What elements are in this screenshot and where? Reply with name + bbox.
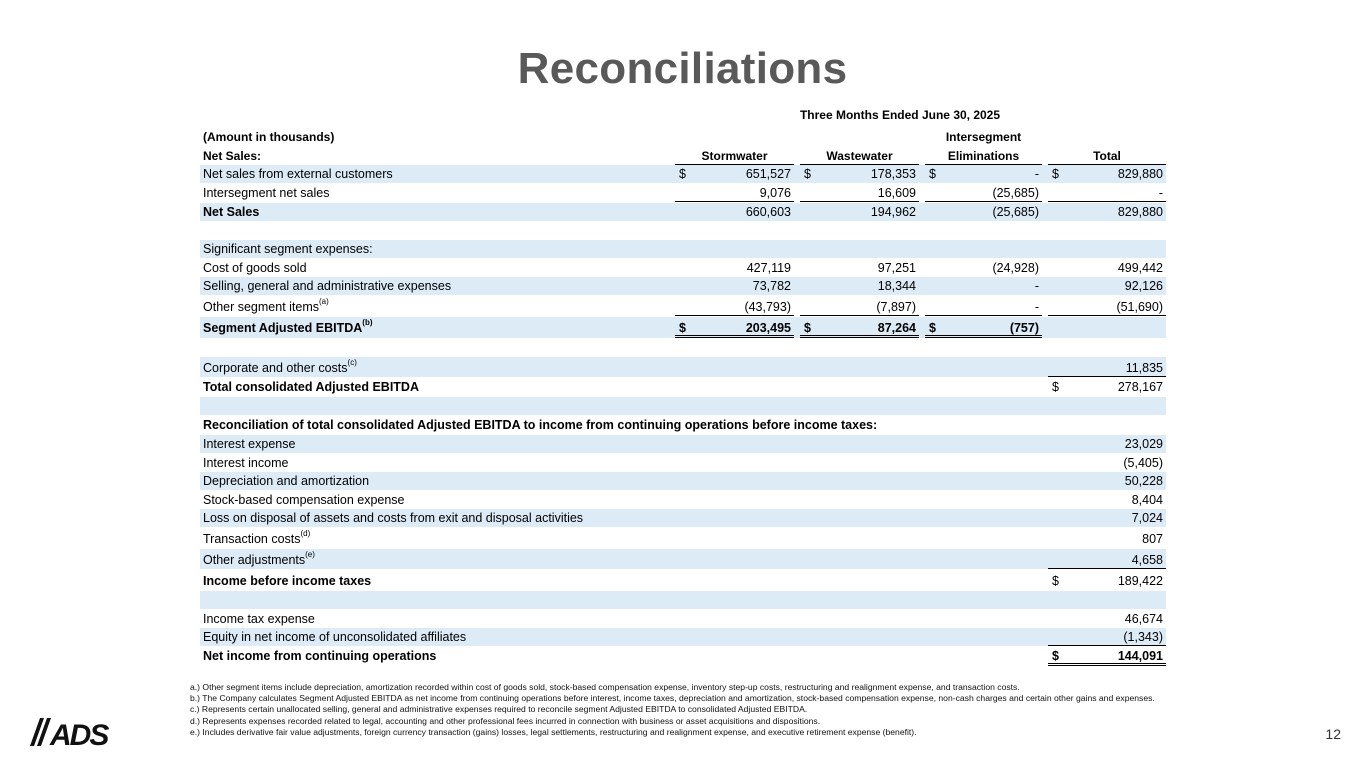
table-row (200, 357, 1166, 377)
total-cell (1048, 549, 1166, 569)
row-label: Income before income taxes (203, 574, 372, 588)
stormwater-cell (675, 184, 794, 202)
value: (43,793) (744, 300, 791, 314)
total-cell (1048, 435, 1166, 453)
wastewater-cell (800, 277, 919, 295)
value: 46,674 (1124, 612, 1163, 626)
row-label: Interest expense (203, 437, 296, 451)
section-label: Significant segment expenses: (203, 242, 373, 256)
value: 178,353 (870, 167, 916, 181)
total-cell (1048, 259, 1166, 277)
row-label: Selling, general and administrative expenses (203, 279, 452, 293)
col-stormwater: Stormwater (701, 149, 768, 163)
eliminations-cell (925, 165, 1042, 183)
total-cell (1048, 184, 1166, 202)
total-cell (1048, 472, 1166, 490)
eliminations-cell (925, 184, 1042, 202)
value: 829,880 (1117, 205, 1163, 219)
table-row (200, 472, 1166, 490)
footnote-ref: (b) (362, 318, 373, 327)
row-label: Total consolidated Adjusted EBITDA (203, 380, 419, 394)
row-label: Equity in net income of unconsolidated affiliates (203, 630, 467, 644)
value: (5,405) (1123, 456, 1163, 470)
currency-symbol: $ (804, 167, 811, 181)
total-cell (1048, 277, 1166, 295)
stormwater-cell (675, 203, 794, 221)
currency-symbol: $ (1052, 574, 1059, 588)
value: 203,495 (745, 321, 791, 335)
total-cell (1048, 610, 1166, 628)
currency-symbol: $ (929, 321, 936, 335)
col-intersegment-top: Intersegment (945, 130, 1022, 144)
row-label: Stock-based compensation expense (203, 493, 405, 507)
row-label: Cost of goods sold (203, 261, 307, 275)
wastewater-cell (800, 165, 919, 183)
table-row (200, 509, 1166, 527)
value: 194,962 (870, 205, 916, 219)
row-label: Depreciation and amortization (203, 474, 370, 488)
value: 11,835 (1125, 361, 1163, 375)
value: 8,404 (1131, 493, 1163, 507)
total-cell (1048, 454, 1166, 472)
row-label (203, 318, 373, 335)
table-row (200, 184, 1166, 202)
label-text: Other adjustments (203, 553, 306, 567)
total-cell (1048, 296, 1166, 316)
row-label: Loss on disposal of assets and costs from exit and disposal activities (203, 511, 584, 525)
footnote-ref: (d) (300, 529, 311, 538)
stormwater-cell (675, 277, 794, 295)
table-row (200, 549, 1166, 569)
total-cell (1048, 647, 1166, 666)
value: 16,609 (877, 186, 916, 200)
value: 189,422 (1117, 574, 1163, 588)
currency-symbol: $ (1052, 167, 1059, 181)
eliminations-cell (925, 296, 1042, 316)
footnote-e: e.) Includes derivative fair value adjustments, foreign currency transaction (gains) losses, legal settlements, restructuring and realignment expense, and executive retirement expense (benefit). (190, 726, 917, 737)
value: (25,685) (992, 205, 1039, 219)
total-cell (1048, 165, 1166, 183)
ads-logo-icon (30, 716, 120, 748)
table-row (200, 203, 1166, 221)
label-text: Corporate and other costs (203, 361, 348, 375)
footnote-ref: (e) (305, 550, 315, 559)
row-label (203, 297, 329, 314)
total-cell (1048, 378, 1166, 396)
col-intersegment-bottom: Eliminations (947, 149, 1020, 163)
label-text: Other segment items (203, 300, 320, 314)
value: (51,690) (1116, 300, 1163, 314)
value: 7,024 (1131, 511, 1163, 525)
logo-text: ADS (50, 719, 108, 748)
value: 23,029 (1124, 437, 1163, 451)
total-cell (1048, 203, 1166, 221)
value: (25,685) (992, 186, 1039, 200)
table-row (200, 240, 1166, 258)
footnote-ref: (a) (319, 297, 329, 306)
value: (7,897) (876, 300, 916, 314)
row-label (203, 358, 357, 375)
table-row (200, 610, 1166, 628)
wastewater-cell (800, 203, 919, 221)
col-wastewater: Wastewater (826, 149, 893, 163)
total-cell (1048, 528, 1166, 548)
row-label: Net income from continuing operations (203, 649, 437, 663)
table-row (200, 628, 1166, 646)
value: - (1034, 300, 1039, 314)
value: 97,251 (877, 261, 916, 275)
currency-symbol: $ (679, 321, 686, 335)
value: 92,126 (1124, 279, 1163, 293)
eliminations-cell (925, 203, 1042, 221)
total-cell (1048, 357, 1166, 377)
eliminations-cell (925, 259, 1042, 277)
section-label: Reconciliation of total consolidated Adjusted EBITDA to income from continuing operations before income taxes: (203, 418, 878, 432)
stormwater-cell (675, 296, 794, 316)
currency-symbol: $ (1052, 380, 1059, 394)
table-row (200, 378, 1166, 396)
table-row (200, 435, 1166, 453)
row-label (203, 529, 311, 546)
value: 427,119 (746, 261, 791, 275)
amount-note: (Amount in thousands) (203, 130, 335, 144)
value: 87,264 (877, 321, 916, 335)
row-label: Intersegment net sales (203, 186, 330, 200)
table-row (200, 491, 1166, 509)
row-label (203, 550, 315, 567)
total-cell (1048, 572, 1166, 590)
value: 18,344 (877, 279, 916, 293)
table-row (200, 647, 1166, 666)
value: 144,091 (1117, 649, 1163, 663)
footnote-d: d.) Represents expenses recorded related to legal, accounting and other professional fees incurred in connection with business or asset acquisitions and dispositions. (190, 715, 821, 726)
row-label: Net Sales (203, 205, 260, 219)
spacer-row (200, 339, 1166, 357)
col-total: Total (1093, 149, 1121, 163)
row-label: Interest income (203, 456, 289, 470)
wastewater-cell (800, 184, 919, 202)
stormwater-cell (675, 317, 794, 338)
value: - (1158, 186, 1163, 200)
value: 829,880 (1117, 167, 1163, 181)
footnote-c: c.) Represents certain unallocated selling, general and administrative expenses required to reconcile segment Adjusted EBITDA to consolidated Adjusted EBITDA. (190, 704, 808, 715)
currency-symbol: $ (929, 167, 936, 181)
total-cell (1048, 491, 1166, 509)
value: 651,527 (745, 167, 791, 181)
row-label: Net sales from external customers (203, 167, 393, 181)
value: 499,442 (1117, 261, 1163, 275)
currency-symbol: $ (804, 321, 811, 335)
period-header: Three Months Ended June 30, 2025 (799, 108, 1001, 122)
value: - (1034, 279, 1039, 293)
currency-symbol: $ (679, 167, 686, 181)
value: 807 (1142, 532, 1163, 546)
net-sales-header: Net Sales: (203, 149, 262, 163)
eliminations-cell (925, 277, 1042, 295)
wastewater-cell (800, 259, 919, 277)
row-label: Income tax expense (203, 612, 315, 626)
value: 9,076 (759, 186, 791, 200)
label-text: Segment Adjusted EBITDA (203, 321, 363, 335)
table-row (200, 454, 1166, 472)
spacer-row (200, 397, 1166, 415)
table-row (200, 296, 1166, 316)
wastewater-cell (800, 296, 919, 316)
footnote-a: a.) Other segment items include depreciation, amortization recorded within cost of goods sold, stock-based compensation expense, inventory step-up costs, restructuring and realignment expense, and transaction costs. (190, 682, 1020, 692)
value: 50,228 (1124, 474, 1163, 488)
label-text: Transaction costs (203, 532, 301, 546)
table-row (200, 317, 1166, 338)
stormwater-cell (675, 165, 794, 183)
currency-symbol: $ (1052, 649, 1059, 663)
value: 278,167 (1117, 380, 1163, 394)
spacer-row (200, 591, 1166, 609)
total-cell (1048, 509, 1166, 527)
value: (24,928) (992, 261, 1039, 275)
wastewater-cell (800, 317, 919, 338)
table-row (200, 165, 1166, 183)
value: - (1034, 167, 1039, 181)
spacer-row (200, 222, 1166, 240)
table-row (200, 572, 1166, 590)
value: (1,343) (1123, 630, 1163, 644)
total-cell (1048, 628, 1166, 646)
value: 4,658 (1131, 553, 1163, 567)
footnote-b: b.) The Company calculates Segment Adjusted EBITDA as net income from continuing operations before interest, income taxes, depreciation and amortization, stock-based compensation expense, non-cash charges and certain other gains and expenses. (190, 693, 1155, 704)
value: 660,603 (745, 205, 791, 219)
footnotes (190, 682, 1180, 738)
table-row (200, 259, 1166, 277)
footnote-ref: (c) (347, 358, 357, 367)
table-row (200, 528, 1166, 548)
table-row (200, 416, 1166, 434)
page-number: 12 (1325, 726, 1341, 742)
value: 73,782 (752, 279, 791, 293)
stormwater-cell (675, 259, 794, 277)
table-row (200, 277, 1166, 295)
eliminations-cell (925, 317, 1042, 338)
page-title: Reconciliations (517, 44, 848, 93)
ads-logo (30, 716, 120, 748)
value: (757) (1009, 321, 1039, 335)
